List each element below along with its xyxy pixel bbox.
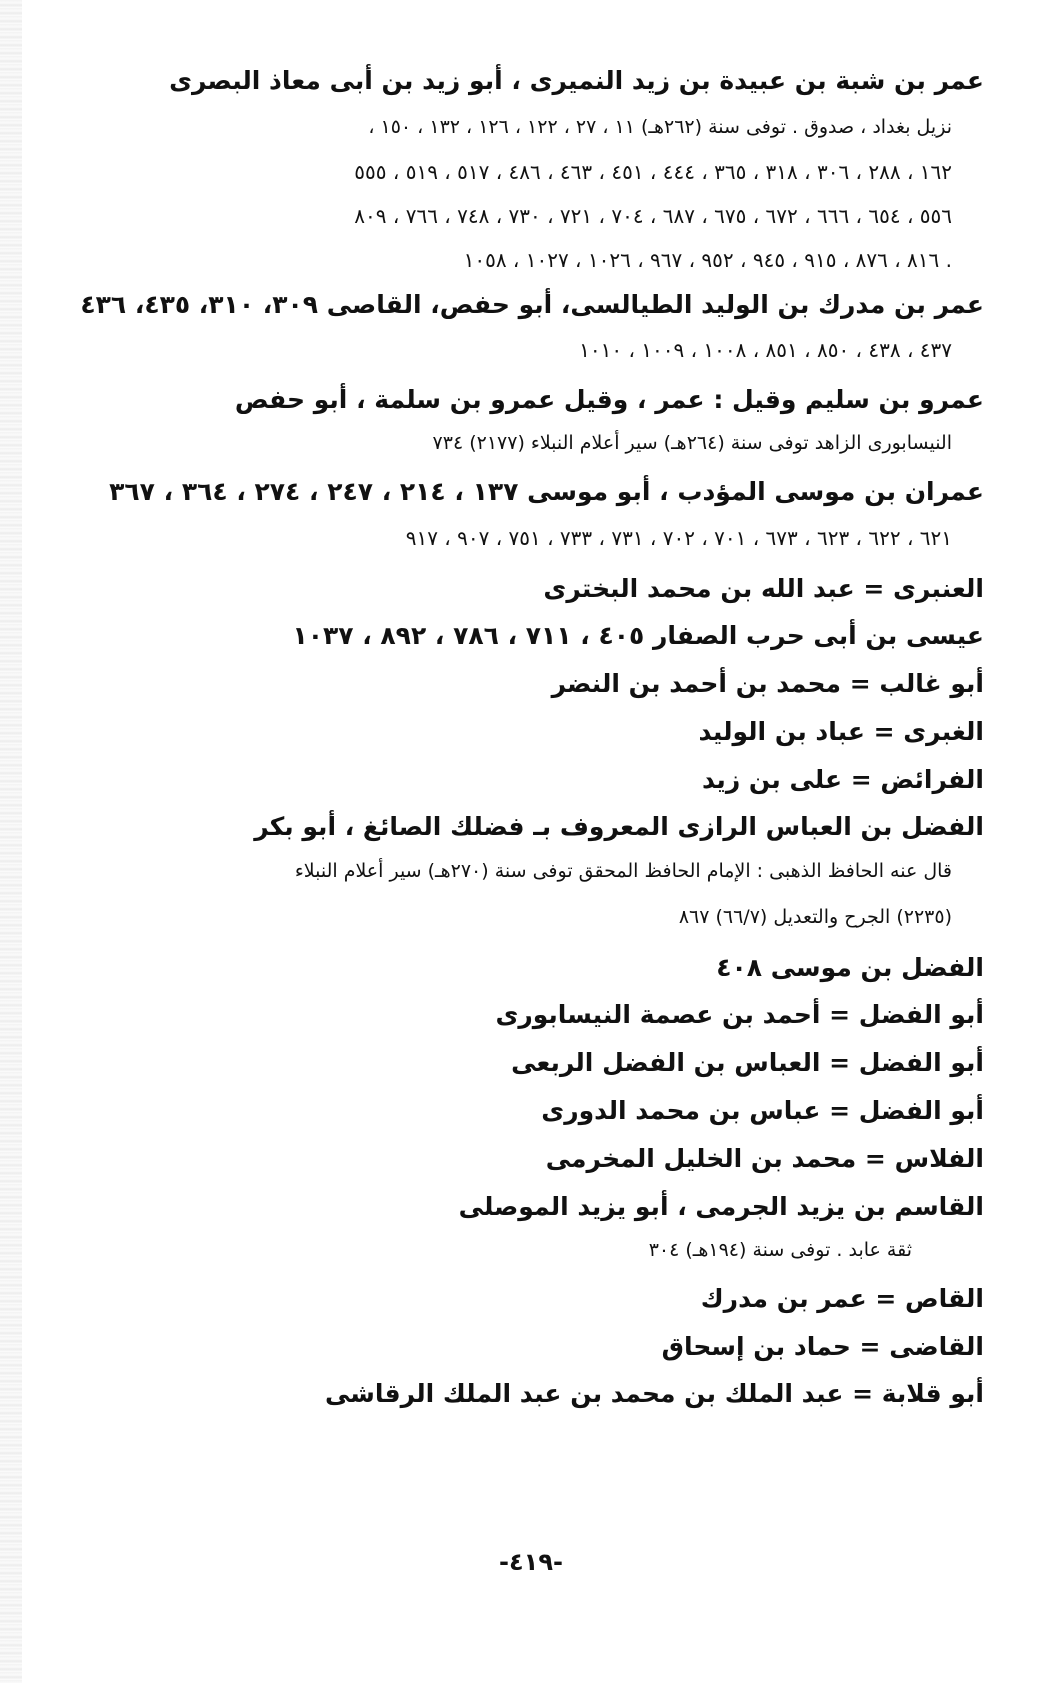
entry-line: ٥٥٦ ، ٦٥٤ ، ٦٦٦ ، ٦٧٢ ، ٦٧٥ ، ٦٨٧ ، ٧٠٤ ، ٧٢١ ، ٧٣٠ ، ٧٤٨ ، ٧٦٦ ، ٨٠٩ <box>354 204 952 228</box>
entry-line: أبو قلابة = عبد الملك بن محمد بن عبد الملك الرقاشى <box>325 1379 984 1408</box>
entry-line: أبو غالب = محمد بن أحمد بن النضر <box>551 669 984 698</box>
entry-line: ٤٣٧ ، ٤٣٨ ، ٨٥٠ ، ٨٥١ ، ١٠٠٨ ، ١٠٠٩ ، ١٠١٠ <box>579 338 952 362</box>
entry-line: نزيل بغداد ، صدوق . توفى سنة (٢٦٢هـ) ١١ ، ٢٧ ، ١٢٢ ، ١٢٦ ، ١٣٢ ، ١٥٠ ، <box>368 116 952 138</box>
entry-line: ٦٢١ ، ٦٢٢ ، ٦٢٣ ، ٦٧٣ ، ٧٠١ ، ٧٠٢ ، ٧٣١ ، ٧٣٣ ، ٧٥١ ، ٩٠٧ ، ٩١٧ <box>405 526 952 550</box>
entry-line: العنبرى = عبد الله بن محمد البخترى <box>543 574 984 603</box>
entry-line: الفرائض = على بن زيد <box>701 765 984 794</box>
page-number: -٤١٩- <box>499 1548 563 1576</box>
entry-line: النيسابورى الزاهد توفى سنة (٢٦٤هـ) سير أعلام النبلاء (٢١٧٧) ٧٣٤ <box>432 432 952 454</box>
entry-line: عمران بن موسى المؤدب ، أبو موسى ١٣٧ ، ٢١٤ ، ٢٤٧ ، ٢٧٤ ، ٣٦٤ ، ٣٦٧ <box>109 477 984 506</box>
entry-line: ٨١٦ ، ٨٧٦ ، ٩١٥ ، ٩٤٥ ، ٩٥٢ ، ٩٦٧ ، ١٠٢٦ ، ١٠٢٧ ، ١٠٥٨ . <box>463 248 952 272</box>
entry-line: الغبرى = عباد بن الوليد <box>698 717 984 746</box>
entry-line: عيسى بن أبى حرب الصفار ٤٠٥ ، ٧١١ ، ٧٨٦ ، ٨٩٢ ، ١٠٣٧ <box>292 621 984 650</box>
entry-line: ١٦٢ ، ٢٨٨ ، ٣٠٦ ، ٣١٨ ، ٣٦٥ ، ٤٤٤ ، ٤٥١ ، ٤٦٣ ، ٤٨٦ ، ٥١٧ ، ٥١٩ ، ٥٥٥ <box>354 160 952 184</box>
entry-line: أبو الفضل = العباس بن الفضل الربعى <box>511 1048 984 1077</box>
entry-line: أبو الفضل = أحمد بن عصمة النيسابورى <box>495 1000 984 1029</box>
entry-line: عمر بن مدرك بن الوليد الطيالسى، أبو حفص، القاصى ٣٠٩، ٣١٠، ٤٣٥، ٤٣٦ <box>80 290 984 319</box>
entry-line: الفضل بن موسى ٤٠٨ <box>716 953 984 982</box>
entry-line: عمرو بن سليم وقيل : عمر ، وقيل عمرو بن سلمة ، أبو حفص <box>234 385 984 414</box>
entry-line: عمر بن شبة بن عبيدة بن زيد النميرى ، أبو زيد بن أبى معاذ البصرى <box>169 66 984 95</box>
entry-line: قال عنه الحافظ الذهبى : الإمام الحافظ المحقق توفى سنة (٢٧٠هـ) سير أعلام النبلاء <box>294 860 952 882</box>
entry-line: القاسم بن يزيد الجرمى ، أبو يزيد الموصلى <box>458 1192 984 1221</box>
entry-line: الفضل بن العباس الرازى المعروف بـ فضلك الصائغ ، أبو بكر <box>254 812 984 841</box>
entry-line: (٢٢٣٥) الجرح والتعديل (٦٦/٧) ٨٦٧ <box>678 906 952 928</box>
entry-line: القاضى = حماد بن إسحاق <box>661 1332 984 1361</box>
entry-line: الفلاس = محمد بن الخليل المخرمى <box>545 1144 984 1173</box>
entry-line: ثقة عابد . توفى سنة (١٩٤هـ) ٣٠٤ <box>648 1239 912 1261</box>
entry-line: أبو الفضل = عباس بن محمد الدورى <box>541 1096 984 1125</box>
entry-line: القاص = عمر بن مدرك <box>700 1284 984 1313</box>
